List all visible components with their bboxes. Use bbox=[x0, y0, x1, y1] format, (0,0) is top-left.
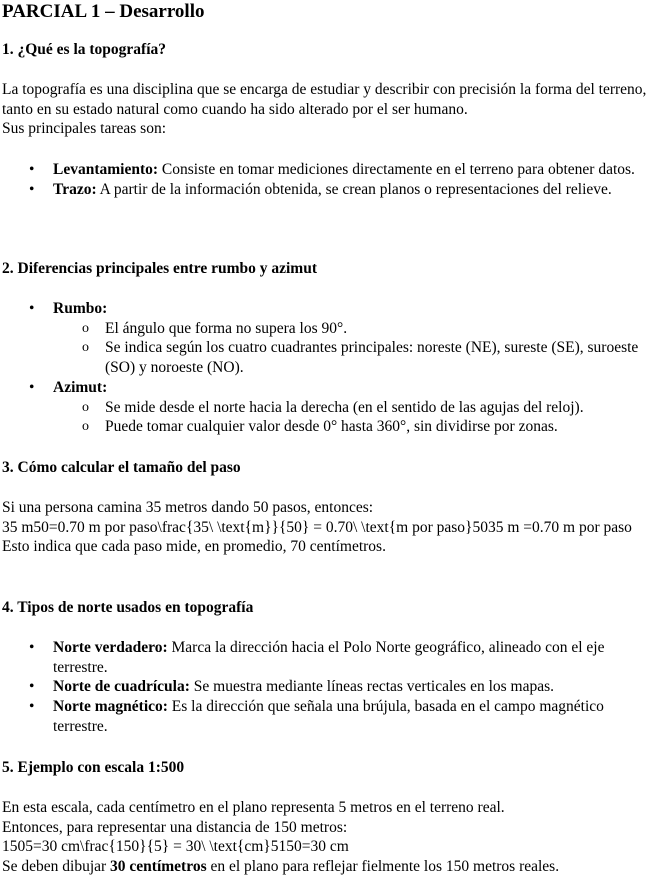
rumbo-azimut-list bbox=[2, 299, 652, 437]
list-item: • Levantamiento: Consiste en tomar mediciones directamente en el terreno para obtener datos. bbox=[2, 160, 652, 180]
list-item: • Norte magnético: Es la dirección que señala una brújula, basada en el campo magnético terrestre. bbox=[2, 697, 652, 736]
list-item: • Trazo: A partir de la información obtenida, se crean planos o representaciones del relieve. bbox=[2, 180, 652, 200]
paragraph: Si una persona camina 35 metros dando 50 pasos, entonces: bbox=[2, 499, 374, 516]
section-tipos-norte bbox=[2, 598, 652, 618]
paragraph: En esta escala, cada centímetro en el plano representa 5 metros en el terreno real. bbox=[2, 799, 505, 816]
section-escala-body bbox=[2, 798, 652, 877]
list-item: • Norte verdadero: Marca la dirección hacia el Polo Norte geográfico, alineado con el eje terrestre. bbox=[2, 638, 652, 677]
section-escala bbox=[2, 758, 652, 778]
sub-list-item: o El ángulo que forma no supera los 90°. bbox=[2, 319, 652, 339]
bold-value: 30 centímetros bbox=[110, 858, 207, 876]
section-paso bbox=[2, 458, 652, 478]
section-rumbo-azimut bbox=[2, 259, 652, 279]
section-topografia bbox=[2, 40, 652, 60]
section-heading: 2. Diferencias principales entre rumbo y azimut bbox=[2, 260, 317, 277]
section-topografia-body bbox=[2, 80, 652, 139]
list-item-azimut: • Azimut: bbox=[2, 378, 652, 398]
tasks-list bbox=[2, 160, 652, 199]
section-heading: 3. Cómo calcular el tamaño del paso bbox=[2, 459, 241, 476]
sub-list-item: o Se mide desde el norte hacia la derecha (en el sentido de las agujas del reloj). bbox=[2, 398, 652, 418]
paragraph: La topografía es una disciplina que se encarga de estudiar y describir con precisión la forma del terreno, tanto en su estado natural como cuando ha sido alterado por el ser humano. bbox=[2, 81, 647, 118]
formula-text: 1505=30 cm\frac{150}{5} = 30\ \text{cm}5150=30 cm bbox=[2, 838, 349, 856]
norte-list bbox=[2, 638, 652, 737]
formula-text: 35 m50=0.70 m por paso\frac{35\ \text{m}}{50} = 0.70\ \text{m por paso}5035 m =0.70 m por paso bbox=[2, 518, 632, 536]
paragraph: Esto indica que cada paso mide, en promedio, 70 centímetros. bbox=[2, 538, 386, 556]
section-heading: 4. Tipos de norte usados en topografía bbox=[2, 599, 254, 616]
list-item: • Norte de cuadrícula: Se muestra mediante líneas rectas verticales en los mapas. bbox=[2, 677, 652, 697]
paragraph: Se deben dibujar 30 centímetros en el plano para reflejar fielmente los 150 metros reales. bbox=[2, 858, 560, 876]
paragraph: Sus principales tareas son: bbox=[2, 120, 167, 138]
document-title: PARCIAL 1 – Desarrollo bbox=[2, 1, 205, 22]
section-paso-body bbox=[2, 498, 652, 557]
list-item-rumbo: • Rumbo: bbox=[2, 299, 652, 319]
paragraph: Entonces, para representar una distancia de 150 metros: bbox=[2, 818, 348, 836]
section-heading: 1. ¿Qué es la topografía? bbox=[2, 41, 167, 58]
sub-list-item: o Se indica según los cuatro cuadrantes principales: noreste (NE), sureste (SE), suroeste (SO) y noroeste (NO). bbox=[2, 338, 652, 377]
sub-list-item: o Puede tomar cualquier valor desde 0° hasta 360°, sin dividirse por zonas. bbox=[2, 417, 652, 437]
section-heading: 5. Ejemplo con escala 1:500 bbox=[2, 759, 185, 776]
